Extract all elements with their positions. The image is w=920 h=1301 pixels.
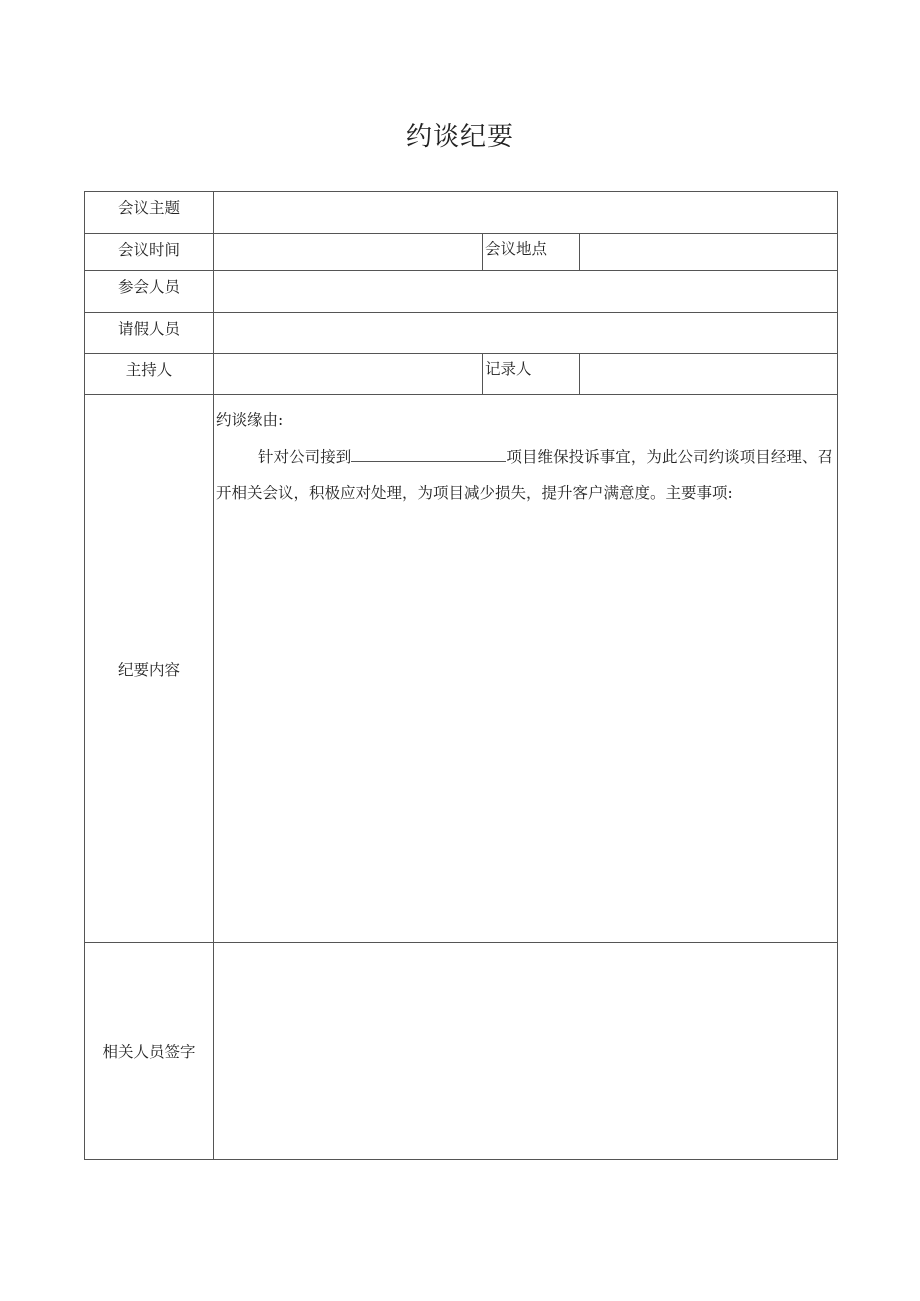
topic-field[interactable] [214, 192, 838, 234]
reason-heading: 约谈缘由: [216, 411, 284, 429]
recorder-field[interactable] [580, 354, 838, 395]
row-topic [85, 192, 838, 234]
host-field[interactable] [214, 354, 483, 395]
time-field[interactable] [214, 234, 483, 271]
signature-field[interactable] [214, 943, 838, 1160]
row-leave [85, 313, 838, 354]
minutes-paragraph [216, 439, 833, 511]
leave-field[interactable] [214, 313, 838, 354]
minutes-content[interactable] [214, 395, 838, 943]
host-label: 主持人 [85, 354, 214, 395]
project-name-blank[interactable] [351, 445, 506, 462]
location-field[interactable] [580, 234, 838, 271]
row-time-location [85, 234, 838, 271]
attendees-field[interactable] [214, 271, 838, 313]
leave-label: 请假人员 [85, 313, 214, 354]
para-text-after: 项目维保投诉事宜，为此公司约谈项目经理、召开相关会议，积极应对处理，为项目减少损失，提升客户满意度。主要事项: [216, 448, 833, 502]
row-host-recorder [85, 354, 838, 395]
para-text-before: 针对公司接到 [258, 448, 352, 466]
row-attendees [85, 271, 838, 313]
recorder-label: 记录人 [483, 354, 580, 395]
minutes-form-table [84, 191, 838, 1160]
row-minutes [85, 395, 838, 943]
signature-label: 相关人员签字 [85, 943, 214, 1160]
location-label: 会议地点 [483, 234, 580, 271]
minutes-label: 纪要内容 [85, 395, 214, 943]
attendees-label: 参会人员 [85, 271, 214, 313]
row-signature [85, 943, 838, 1160]
topic-label: 会议主题 [85, 192, 214, 234]
time-label: 会议时间 [85, 234, 214, 271]
document-title: 约谈纪要 [405, 122, 514, 152]
